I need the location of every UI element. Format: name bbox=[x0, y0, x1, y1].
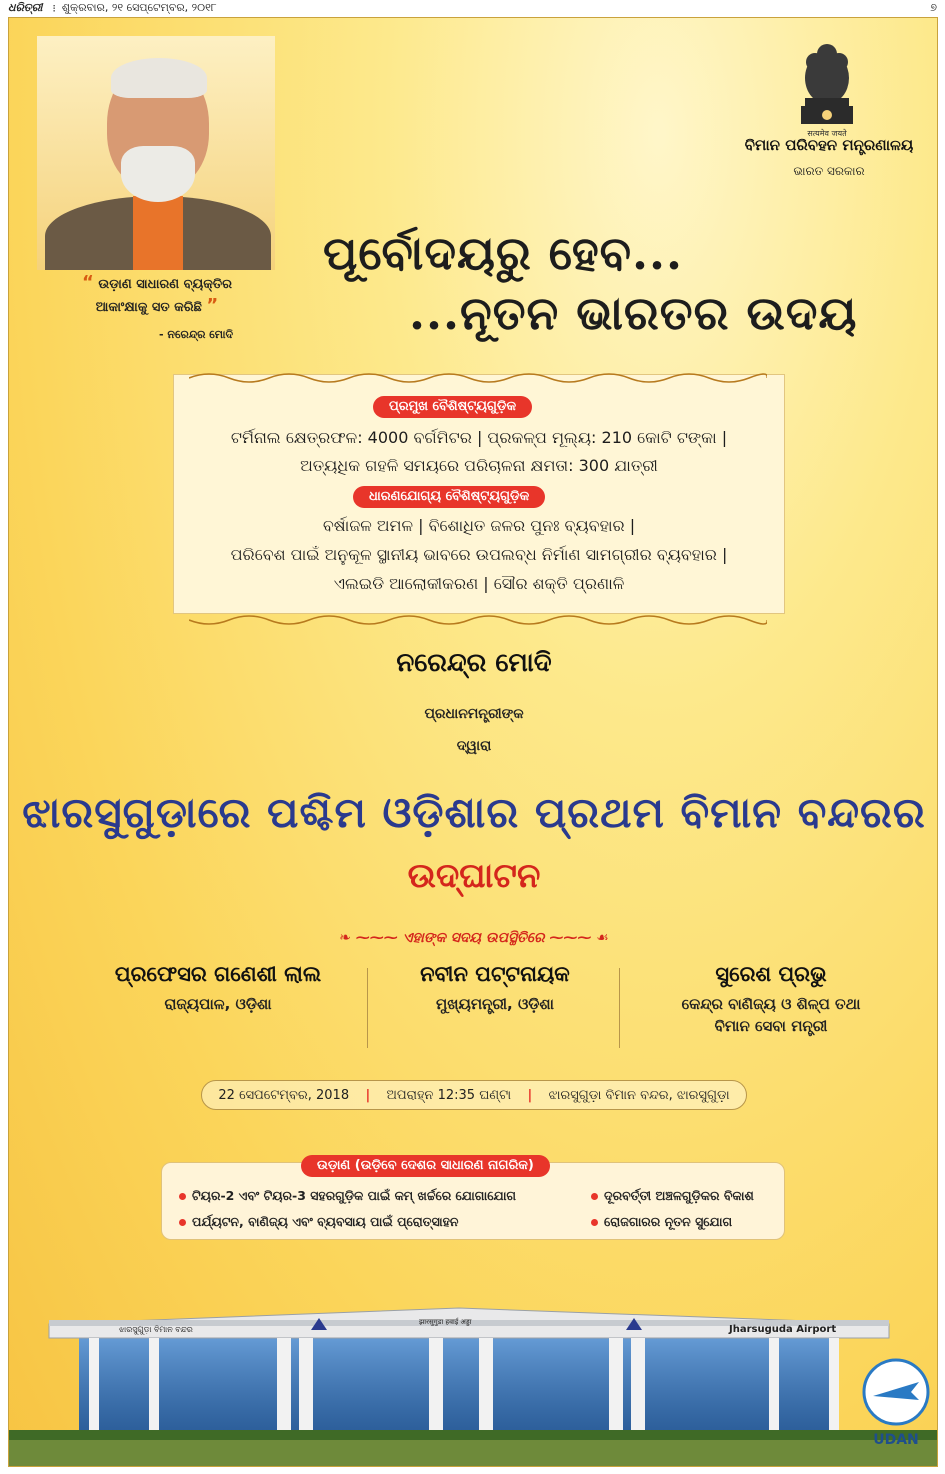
presence-heading: ❧ ⁓⁓⁓ ଏହାଙ୍କ ସଦୟ ଉପସ୍ଥିତିରେ ⁓⁓⁓ ☙ bbox=[339, 930, 609, 946]
dignitary-union-minister bbox=[621, 962, 921, 1037]
bottom-ornament-border bbox=[189, 612, 767, 628]
bullet-icon bbox=[591, 1193, 598, 1200]
dignitary-role: ରାଜ୍ୟପାଳ, ଓଡ଼ିଶା bbox=[164, 995, 272, 1013]
flourish-right-icon: ⁓⁓⁓ ☙ bbox=[549, 930, 609, 946]
udan-logo-icon bbox=[861, 1352, 931, 1458]
sustainable-feature-line-2: ପରିବେଶ ପାଇଁ ଅନୁକୂଳ ସ୍ଥାନୀୟ ଭାବରେ ଉପଲବ୍ଧ ନିର୍ମାଣ ସାମଗ୍ରୀର ବ୍ୟବହାର | bbox=[230, 545, 728, 564]
open-quote-icon: “ bbox=[82, 272, 94, 293]
dignitary-name: ପ୍ରଫେସର ଗଣେଶୀ ଲାଲ bbox=[114, 962, 322, 986]
pm-title: ପ୍ରଧାନମନ୍ତ୍ରୀଙ୍କ bbox=[424, 706, 524, 722]
event-venue: ଝାରସୁଗୁଡ଼ା ବିମାନ ବନ୍ଦର, ଝାରସୁଗୁଡ଼ା bbox=[548, 1087, 730, 1103]
strip-divider: ⁝ bbox=[52, 1, 56, 15]
dignitary-name: ସୁରେଶ ପ୍ରଭୁ bbox=[715, 962, 827, 986]
key-features-label: ପ୍ରମୁଖ ବୈଶିଷ୍ଟ୍ୟଗୁଡ଼ିକ bbox=[373, 396, 532, 418]
flourish-left-icon: ❧ ⁓⁓⁓ bbox=[339, 930, 403, 946]
divider bbox=[367, 968, 368, 1048]
page-number: ୭ bbox=[930, 1, 937, 14]
dignitary-governor bbox=[71, 962, 365, 1015]
pm-portrait-image bbox=[37, 36, 275, 270]
sustainable-feature-line-1: ବର୍ଷାଜଳ ଅମଳ | ବିଶୋଧିତ ଜଳର ପୁନଃ ବ୍ୟବହାର | bbox=[322, 516, 636, 535]
event-time: ଅପରାହ୍ନ 12:35 ଘଣ୍ଟା bbox=[386, 1087, 512, 1103]
close-quote-icon: ” bbox=[206, 295, 219, 316]
headline-line-2: ...ନୂତନ ଭାରତର ଉଦୟ bbox=[409, 286, 858, 340]
advertisement-panel bbox=[8, 17, 938, 1467]
top-ornament-border bbox=[189, 370, 767, 386]
inauguration-title: ଉଦ୍‌ଘାଟନ bbox=[407, 856, 541, 896]
emblem-motto: सत्यमेव जयते bbox=[807, 129, 847, 138]
bullet-icon bbox=[179, 1193, 186, 1200]
dignitary-chief-minister bbox=[369, 962, 621, 1015]
event-date: 22 ସେପଟେମ୍ବର, 2018 bbox=[218, 1087, 350, 1103]
divider bbox=[619, 968, 620, 1048]
separator: | bbox=[527, 1087, 533, 1103]
terminal-sign-right-text: Jharsuguda Airport bbox=[729, 1324, 837, 1335]
pm-name: ନରେନ୍ଦ୍ର ମୋଦି bbox=[396, 648, 552, 678]
sustainable-feature-line-3: ଏଲଇଡି ଆଲୋକୀକରଣ | ସୌର ଶକ୍ତି ପ୍ରଣାଳି bbox=[333, 574, 625, 593]
dignitary-name: ନବୀନ ପଟ୍ଟନାୟକ bbox=[420, 962, 570, 986]
sustainable-features-label: ଧାରଣଯୋଗ୍ୟ ବୈଶିଷ୍ଟ୍ୟଗୁଡ଼ିକ bbox=[353, 486, 545, 508]
udan-logo-text: UDAN bbox=[873, 1432, 919, 1448]
quote-line-2: ଆକାଂକ୍ଷାକୁ ସତ କରିଛି ” bbox=[95, 295, 219, 316]
udan-item: ଦୂରବର୍ତ୍ତୀ ଅଞ୍ଚଳଗୁଡ଼ିକର ବିକାଶ bbox=[591, 1188, 754, 1204]
udan-item: ରୋଜଗାରର ନୂତନ ସୁଯୋଗ bbox=[591, 1214, 732, 1230]
airport-terminal-image bbox=[9, 1258, 938, 1467]
quote-line-1: “ ଉଡ଼ାଣ ସାଧାରଣ ବ୍ୟକ୍ତିର bbox=[82, 272, 232, 293]
national-emblem-icon bbox=[787, 40, 867, 140]
udan-item: ପର୍ଯ୍ୟଟନ, ବାଣିଜ୍ୟ ଏବଂ ବ୍ୟବସାୟ ପାଇଁ ପ୍ରୋତ୍ସାହନ bbox=[179, 1214, 458, 1230]
quote-attribution: - ନରେନ୍ଦ୍ର ମୋଦି bbox=[159, 328, 234, 341]
udan-item: ଟିୟର-2 ଏବଂ ଟିୟର-3 ସହରଗୁଡ଼ିକ ପାଇଁ କମ୍ ଖର୍ଚ୍ଚରେ ଯୋଗାଯୋଗ bbox=[179, 1188, 516, 1204]
quote-block bbox=[39, 272, 275, 318]
terminal-sign-left bbox=[119, 1325, 193, 1335]
by-text: ଦ୍ୱାରା bbox=[456, 738, 492, 754]
dignitary-role: ମୁଖ୍ୟମନ୍ତ୍ରୀ, ଓଡ଼ିଶା bbox=[436, 995, 554, 1013]
main-title: ଝାରସୁଗୁଡ଼ାରେ ପଶ୍ଚିମ ଓଡ଼ିଶାର ପ୍ରଥମ ବିମାନ ବନ୍ଦରର bbox=[22, 788, 926, 837]
terminal-sign-mid-text: झारसुगुडा हवाई अड्डा bbox=[419, 1318, 472, 1326]
bullet-icon bbox=[179, 1219, 186, 1226]
event-details-bar bbox=[201, 1080, 747, 1110]
terminal-sign-left-text: ଝାରସୁଗୁଡ଼ା ବିମାନ ବନ୍ଦର bbox=[119, 1325, 193, 1334]
separator: | bbox=[365, 1087, 371, 1103]
bullet-icon bbox=[591, 1219, 598, 1226]
newspaper-name: ଧରିତ୍ରୀ bbox=[8, 1, 43, 14]
key-feature-line-2: ଅତ୍ୟଧିକ ଗହଳି ସମୟରେ ପରିଚାଳନା କ୍ଷମତା: 300 ଯାତ୍ରୀ bbox=[300, 456, 658, 475]
headline-line-1: ପୂର୍ବୋଦୟରୁ ହେବ... bbox=[323, 226, 684, 280]
newspaper-header-strip bbox=[0, 0, 945, 16]
ministry-subtitle: ଭାରତ ସରକାର bbox=[793, 164, 865, 178]
newspaper-date: ଶୁକ୍ରବାର, ୨୧ ସେପ୍ଟେମ୍ବର, ୨୦୧୮ bbox=[61, 1, 217, 14]
udan-label: ଉଡ଼ାଣ (ଉଡ଼ିବେ ଦେଶର ସାଧାରଣ ନାଗରିକ) bbox=[301, 1155, 550, 1177]
dignitary-role: କେନ୍ଦ୍ର ବାଣିଜ୍ୟ ଓ ଶିଳ୍ପ ତଥା ବିମାନ ସେବା ମନ୍ତ୍ରୀ bbox=[681, 995, 861, 1035]
key-feature-line-1: ଟର୍ମିନାଲ କ୍ଷେତ୍ରଫଳ: 4000 ବର୍ଗମିଟର | ପ୍ରକଳ୍ପ ମୂଲ୍ୟ: 210 କୋଟି ଟଙ୍କା | bbox=[230, 428, 728, 447]
ministry-name: ବିମାନ ପରିବହନ ମନ୍ତ୍ରଣାଳୟ bbox=[744, 136, 914, 154]
